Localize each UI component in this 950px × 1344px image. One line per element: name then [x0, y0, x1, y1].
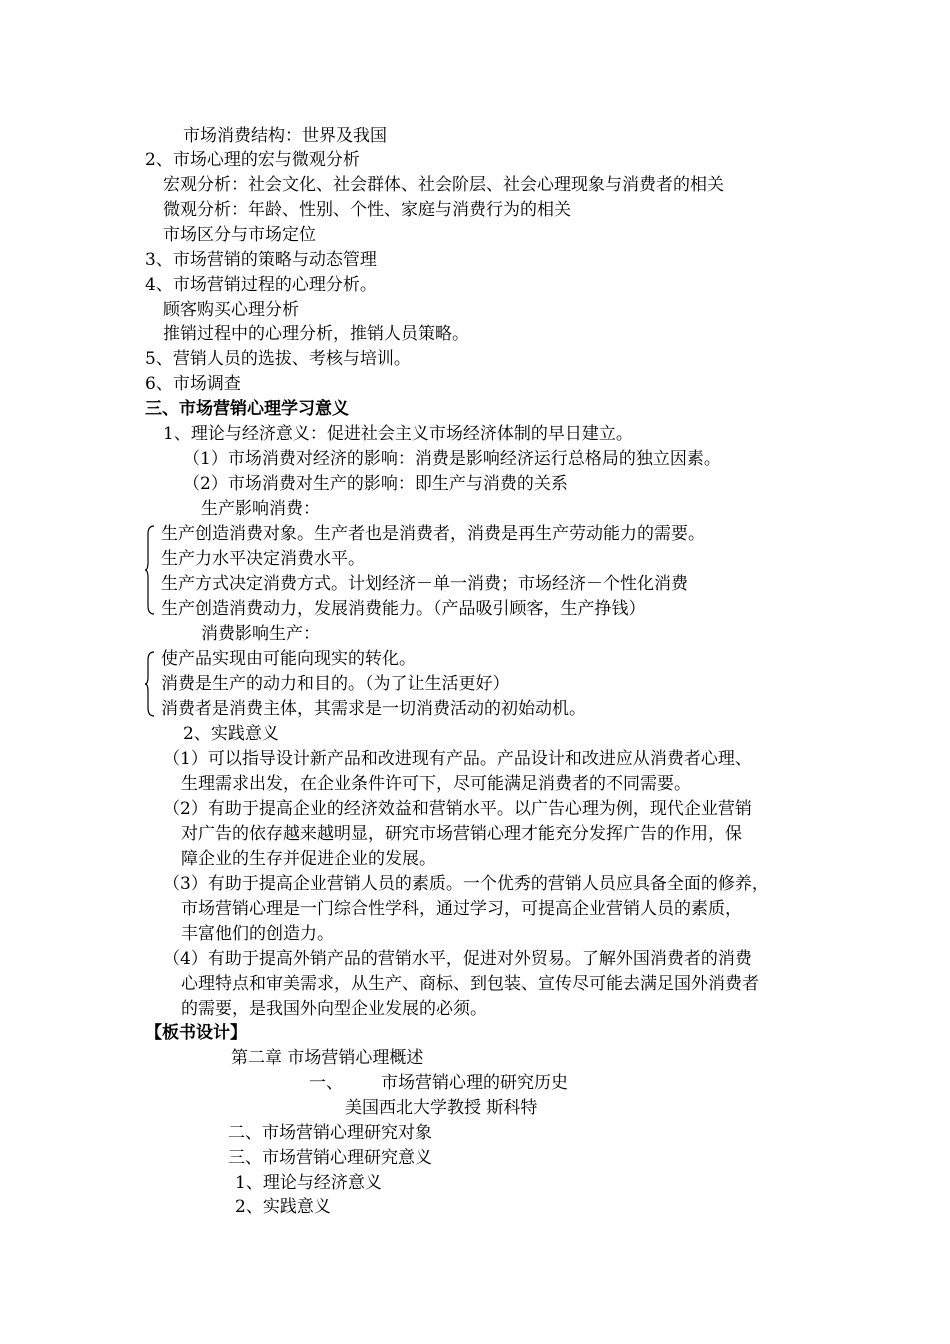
paragraph-line: 障企业的生存并促进企业的发展。 [181, 849, 436, 869]
text-line: 生产影响消费： [201, 499, 320, 519]
text-line: 宏观分析：社会文化、社会群体、社会阶层、社会心理现象与消费者的相关 [163, 175, 724, 195]
paragraph-line: 生理需求出发，在企业条件许可下，尽可能满足消费者的不同需要。 [181, 774, 691, 794]
text-line: （2）市场消费对生产的影响：即生产与消费的关系 [183, 474, 568, 494]
text-line: 3、市场营销的策略与动态管理 [145, 250, 377, 270]
paragraph-line: 心理特点和审美需求，从生产、商标、到包装、宣传尽可能去满足国外消费者 [181, 974, 759, 994]
left-brace [145, 524, 153, 616]
list-item: 消费是生产的动力和目的。（为了让生活更好） [161, 674, 510, 694]
section-heading: 三、市场营销心理学习意义 [145, 399, 349, 419]
list-item: 生产创造消费动力，发展消费能力。（产品吸引顾客，生产挣钱） [161, 599, 646, 619]
outline-subitem: 1、理论与经济意义 [235, 1173, 382, 1193]
list-item: 消费者是消费主体，其需求是一切消费活动的初始动机。 [161, 699, 586, 719]
text-line: 6、市场调查 [145, 374, 241, 394]
outline-item: 三、市场营销心理研究意义 [228, 1148, 432, 1168]
text-line: 2、市场心理的宏与微观分析 [145, 150, 360, 170]
chapter-title: 第二章 市场营销心理概述 [231, 1048, 424, 1068]
text-line: 4、市场营销过程的心理分析。 [145, 275, 377, 295]
text-line: 5、营销人员的选拔、考核与培训。 [145, 349, 411, 369]
text-line: 2、实践意义 [183, 724, 279, 744]
paragraph-line: 丰富他们的创造力。 [181, 924, 334, 944]
text-line: 1、理论与经济意义：促进社会主义市场经济体制的早日建立。 [163, 424, 633, 444]
list-item: 生产创造消费对象。生产者也是消费者，消费是再生产劳动能力的需要。 [161, 524, 705, 544]
outline-item: 市场营销心理的研究历史 [381, 1073, 568, 1093]
paragraph-line: （2）有助于提高企业的经济效益和营销水平。以广告心理为例，现代企业营销 [163, 799, 752, 819]
paragraph-line: （1）可以指导设计新产品和改进现有产品。产品设计和改进应从消费者心理、 [163, 749, 752, 769]
list-item: 生产力水平决定消费水平。 [161, 549, 365, 569]
paragraph-line: 对广告的依存越来越明显，研究市场营销心理才能充分发挥广告的作用，保 [181, 824, 742, 844]
paragraph-line: （3）有助于提高企业营销人员的素质。一个优秀的营销人员应具备全面的修养， [163, 874, 769, 894]
text-line: 市场区分与市场定位 [163, 225, 316, 245]
paragraph-line: （4）有助于提高外销产品的营销水平，促进对外贸易。了解外国消费者的消费 [163, 949, 752, 969]
outline-subitem: 2、实践意义 [235, 1197, 331, 1217]
paragraph-line: 市场营销心理是一门综合性学科，通过学习，可提高企业营销人员的素质， [181, 899, 742, 919]
left-brace [145, 650, 153, 718]
board-heading: 【板书设计】 [145, 1023, 247, 1043]
text-line: （1）市场消费对经济的影响：消费是影响经济运行总格局的独立因素。 [183, 449, 721, 469]
text-line: 市场消费结构：世界及我国 [183, 126, 387, 146]
list-item: 使产品实现由可能向现实的转化。 [161, 649, 416, 669]
outline-subitem: 美国西北大学教授 斯科特 [345, 1098, 538, 1118]
text-line: 推销过程中的心理分析，推销人员策略。 [163, 324, 469, 344]
paragraph-line: 的需要，是我国外向型企业发展的必须。 [181, 999, 487, 1019]
outline-number: 一、 [309, 1073, 343, 1093]
list-item: 生产方式决定消费方式。计划经济－单一消费；市场经济－个性化消费 [161, 574, 688, 594]
outline-item: 二、市场营销心理研究对象 [228, 1123, 432, 1143]
text-line: 顾客购买心理分析 [163, 300, 299, 320]
text-line: 微观分析：年龄、性别、个性、家庭与消费行为的相关 [163, 200, 571, 220]
text-line: 消费影响生产： [201, 624, 320, 644]
